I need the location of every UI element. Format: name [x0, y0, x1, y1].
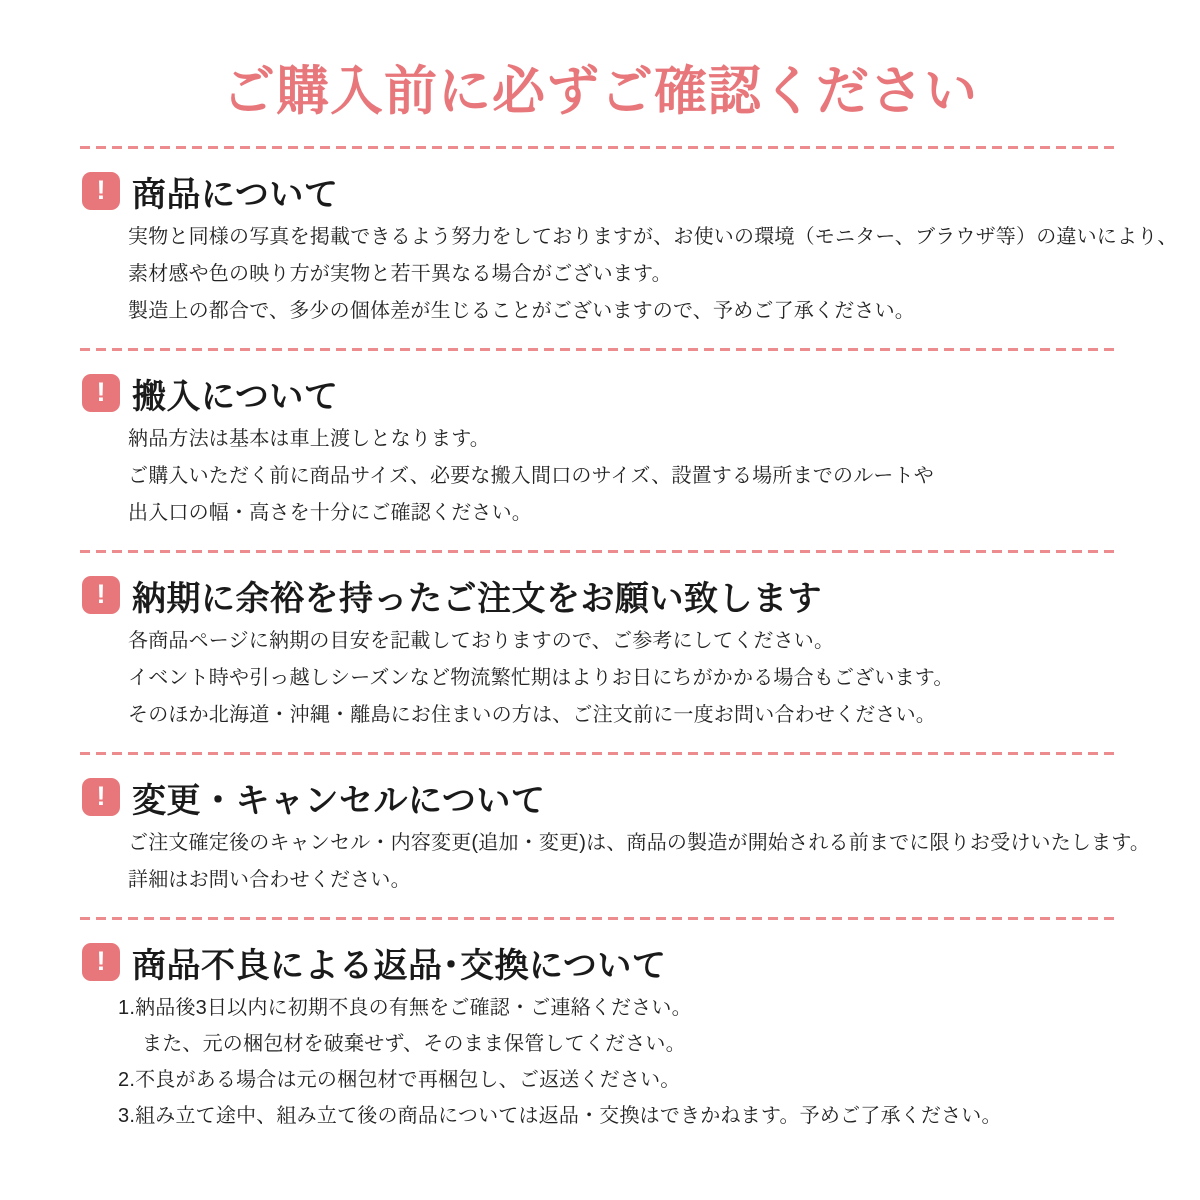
list-item: 2.不良がある場合は元の梱包材で再梱包し、ご返送ください。: [118, 1069, 681, 1092]
section-heading: 変更・キャンセルについて: [132, 781, 546, 820]
section-about-product: [0, 169, 1200, 330]
body-line: 素材感や色の映り方が実物と若干異なる場合がございます。: [128, 263, 672, 286]
section-body: [128, 219, 1178, 330]
list-item: 1.納品後3日以内に初期不良の有無をご確認・ご連絡ください。: [118, 997, 692, 1020]
section-lead-time: [0, 573, 1200, 734]
section-heading: 商品について: [132, 175, 339, 214]
dashed-divider: [80, 550, 1120, 553]
body-line: イベント時や引っ越しシーズンなど物流繁忙期はよりお日にちがかかる場合もございます。: [128, 667, 954, 690]
section-body: [128, 623, 1120, 734]
section-body: [128, 825, 1151, 899]
body-line: 実物と同様の写真を掲載できるよう努力をしておりますが、お使いの環境（モニター、ブラウザ等）の違いにより、: [128, 226, 1178, 249]
section-change-cancel: [0, 775, 1200, 899]
body-line: 詳細はお問い合わせください。: [128, 869, 411, 892]
section-about-delivery: [0, 371, 1200, 532]
exclamation-icon: !: [82, 576, 120, 614]
section-header: [0, 940, 1200, 984]
dashed-divider: [80, 752, 1120, 755]
exclamation-icon: !: [82, 778, 120, 816]
exclamation-icon: !: [82, 172, 120, 210]
section-body: [128, 421, 1120, 532]
body-line: そのほか北海道・沖縄・離島にお住まいの方は、ご注文前に一度お問い合わせください。: [128, 704, 936, 727]
list-item-continuation: また、元の梱包材を破棄せず、そのまま保管してください。: [142, 1033, 686, 1056]
section-header: [0, 775, 1200, 819]
section-header: [0, 573, 1200, 617]
section-header: [0, 169, 1200, 213]
body-line: ご購入いただく前に商品サイズ、必要な搬入間口のサイズ、設置する場所までのルートや: [128, 465, 934, 488]
section-heading: 商品不良による返品･交換について: [132, 946, 667, 985]
section-returns-exchange: [0, 940, 1200, 1134]
exclamation-icon: !: [82, 943, 120, 981]
list-item: 3.組み立て途中、組み立て後の商品については返品・交換はできかねます。予めご了承ください。: [118, 1105, 1002, 1128]
body-line: 製造上の都合で、多少の個体差が生じることがございますので、予めご了承ください。: [128, 300, 915, 323]
section-body: [118, 990, 1120, 1134]
dashed-divider: [80, 146, 1120, 149]
body-line: ご注文確定後のキャンセル・内容変更(追加・変更)は、商品の製造が開始される前までに限りお受けいたします。: [128, 832, 1151, 855]
section-heading: 搬入について: [132, 377, 339, 416]
section-heading: 納期に余裕を持ったご注文をお願い致します: [132, 579, 822, 618]
exclamation-icon: !: [82, 374, 120, 412]
dashed-divider: [80, 348, 1120, 351]
page-title: ご購入前に必ずご確認ください: [222, 62, 978, 121]
body-line: 納品方法は基本は車上渡しとなります。: [128, 428, 490, 451]
body-line: 出入口の幅・高さを十分にご確認ください。: [128, 502, 532, 525]
dashed-divider: [80, 917, 1120, 920]
section-header: [0, 371, 1200, 415]
body-line: 各商品ページに納期の目安を記載しておりますので、ご参考にしてください。: [128, 630, 835, 653]
